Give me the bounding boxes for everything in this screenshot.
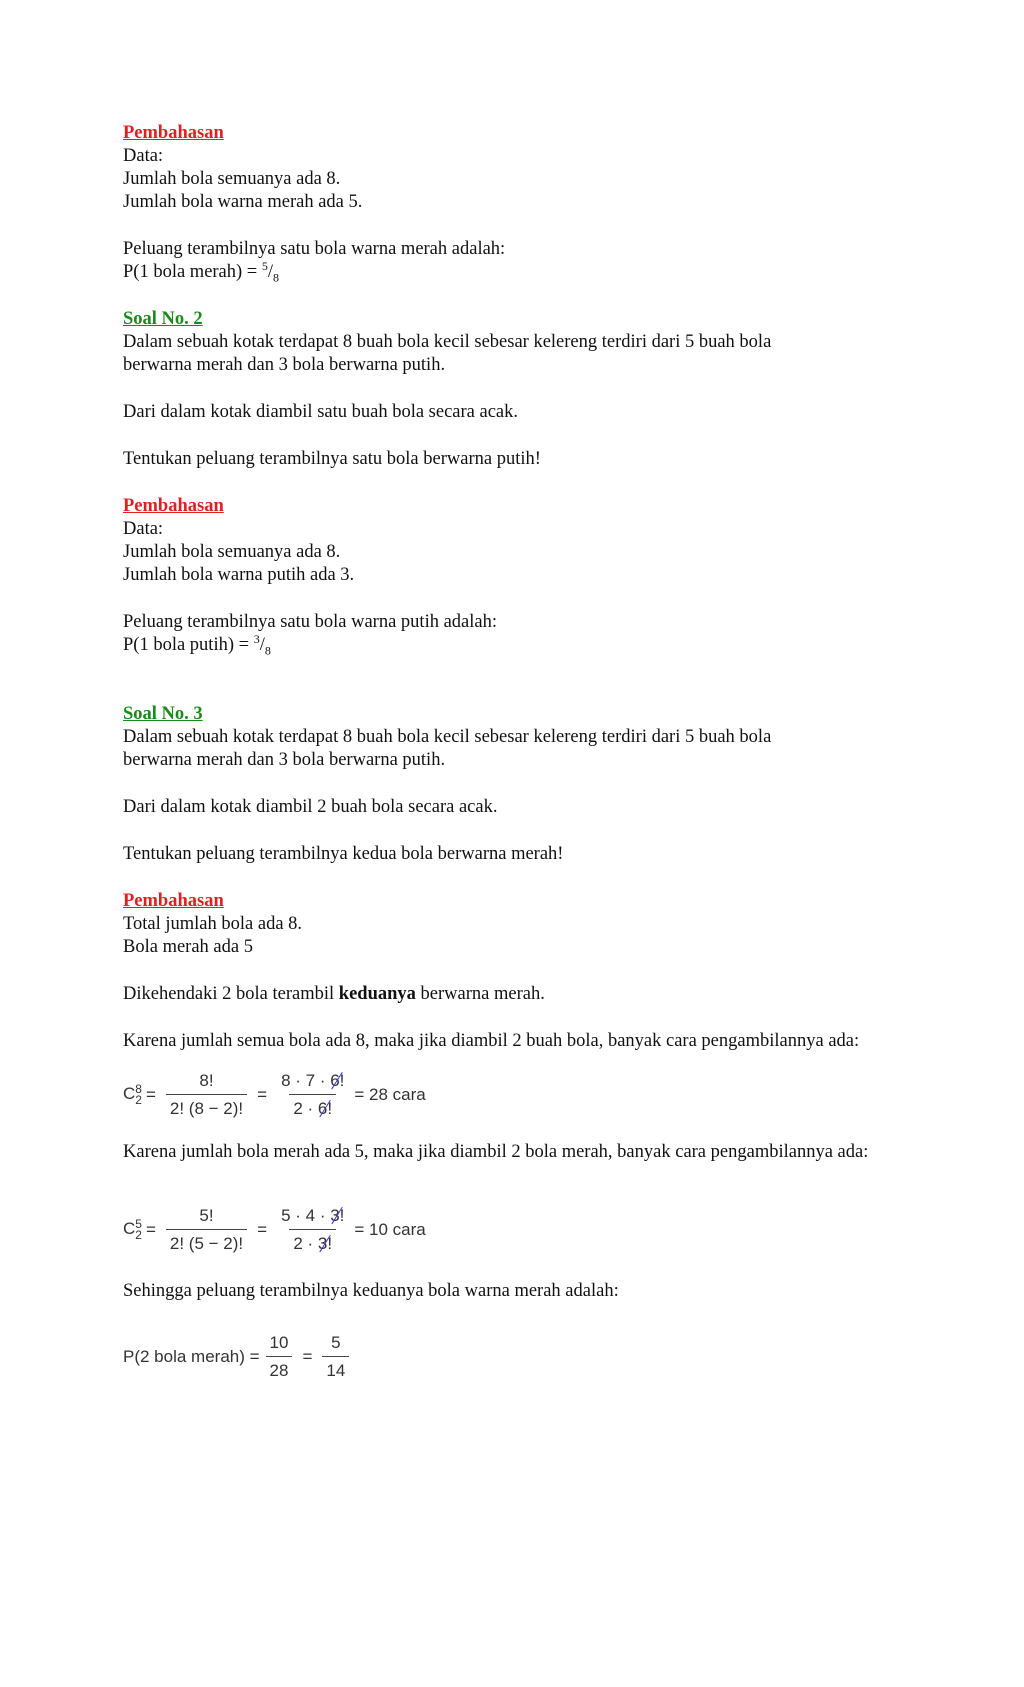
fraction-numerator: 5 [261, 258, 268, 273]
text-line: Dari dalam kotak diambil 2 buah bola secara acak. [123, 797, 498, 817]
cancelled-term: 6! [317, 1098, 333, 1118]
fraction-denominator: 2 · 3! [289, 1229, 336, 1255]
text-line: Jumlah bola semuanya ada 8. [123, 169, 341, 189]
text-line: Sehingga peluang terambilnya keduanya bola warna merah adalah: [123, 1281, 619, 1301]
section-heading-pembahasan: Pembahasan [123, 891, 224, 911]
probability-label: P(2 bola merah) = [123, 1346, 260, 1366]
fraction-denominator: 8 [264, 643, 271, 658]
combination-sup: 8 [135, 1081, 142, 1096]
text-line: Dalam sebuah kotak terdapat 8 buah bola kecil sebesar kelereng terdiri dari 5 buah bola [123, 332, 772, 352]
probability-line: P(1 bola merah) = $^5/_8$ [123, 258, 280, 285]
fraction [322, 1331, 349, 1382]
fraction [277, 1069, 348, 1120]
combination-symbol: C 5 2 [123, 1216, 142, 1242]
fraction-numerator: 5 [331, 1332, 341, 1352]
fraction [166, 1069, 247, 1120]
text-line: berwarna merah dan 3 bola berwarna putih. [123, 355, 446, 375]
text-line: berwarna merah dan 3 bola berwarna putih. [123, 750, 446, 770]
text-line: Jumlah bola warna putih ada 3. [123, 565, 355, 585]
section-heading-soal-2: Soal No. 2 [123, 309, 203, 329]
probability-label: P(1 bola putih) = [123, 635, 254, 655]
combination-symbol: C 8 2 [123, 1081, 142, 1107]
combination-sup: 5 [135, 1216, 142, 1231]
fraction-numerator: 3 [253, 631, 260, 646]
probability-formula: P(2 bola merah) = $\frac{10}{28}$ = $\frac{5}{14}$ [123, 1325, 923, 1387]
fraction-numerator: 10 [269, 1332, 289, 1352]
bold-text: keduanya [338, 984, 416, 1004]
formula-result: = 28 cara [354, 1084, 426, 1104]
text-line: Dalam sebuah kotak terdapat 8 buah bola kecil sebesar kelereng terdiri dari 5 buah bola [123, 727, 772, 747]
combination-formula-8-2: C 8 2 = $\frac{8!}{2! (8 - 2)!}$ = $\frac{8 \cdot 7 \cdot 6!}{2 \cdot 6!}$ = 28 cara [123, 1070, 426, 1118]
section-heading-pembahasan: Pembahasan [123, 123, 224, 143]
section-heading-soal-3: Soal No. 3 [123, 704, 203, 724]
text-line: Data: [123, 146, 164, 166]
cancelled-term: 3! [330, 1205, 345, 1225]
probability-label: P(1 bola merah) = [123, 262, 262, 282]
cancelled-term: 6! [330, 1070, 345, 1090]
text-line: Jumlah bola warna merah ada 5. [123, 192, 363, 212]
fraction-denominator: 2! (5 − 2)! [166, 1229, 247, 1255]
fraction-denominator: 8 [273, 270, 280, 285]
formula-result: = 10 cara [354, 1219, 426, 1239]
text-line: Jumlah bola semuanya ada 8. [123, 542, 341, 562]
text-fragment: Dikehendaki 2 bola terambil [123, 984, 339, 1004]
text-line [123, 983, 923, 1006]
text-fragment: berwarna merah. [415, 984, 545, 1004]
fraction-denominator: 2! (8 − 2)! [166, 1094, 247, 1120]
text-line: Tentukan peluang terambilnya satu bola berwarna putih! [123, 449, 541, 469]
text-line: Dari dalam kotak diambil satu buah bola secara acak. [123, 402, 519, 422]
text-line: Bola merah ada 5 [123, 937, 253, 957]
fraction-denominator: 2 · 6! [289, 1094, 336, 1120]
text-line: Peluang terambilnya satu bola warna putih adalah: [123, 612, 497, 632]
text-line: Peluang terambilnya satu bola warna merah adalah: [123, 239, 506, 259]
fraction-numerator: 8! [199, 1070, 214, 1090]
section-heading-pembahasan: Pembahasan [123, 496, 224, 516]
fraction-numerator: 5! [199, 1205, 214, 1225]
text-line: Data: [123, 519, 164, 539]
combination-formula-5-2: C 5 2 = $\frac{5!}{2! (5 - 2)!}$ = $\frac{5 \cdot 4 \cdot 3!}{2 \cdot 3!}$ = 10 cara [123, 1205, 426, 1253]
fraction-denominator: 28 [266, 1356, 293, 1382]
probability-line: P(1 bola putih) = $^3/_8$ [123, 631, 271, 658]
text-line: Total jumlah bola ada 8. [123, 914, 303, 934]
text-line: Tentukan peluang terambilnya kedua bola berwarna merah! [123, 844, 564, 864]
fraction-denominator: 14 [322, 1356, 349, 1382]
text-paragraph: Karena jumlah semua bola ada 8, maka jika diambil 2 buah bola, banyak cara pengambilannya ada: [123, 1031, 860, 1051]
combination-sub: 2 [135, 1227, 142, 1242]
fraction-numerator: 5 · 4 · 3! [281, 1205, 345, 1225]
fraction [277, 1204, 348, 1255]
combination-sub: 2 [135, 1092, 142, 1107]
fraction-numerator: 8 · 7 · 6! [281, 1070, 345, 1090]
cancelled-term: 3! [317, 1233, 333, 1253]
fraction [266, 1331, 293, 1382]
text-paragraph: Karena jumlah bola merah ada 5, maka jika diambil 2 bola merah, banyak cara pengambilannya ada: [123, 1142, 869, 1162]
fraction [166, 1204, 247, 1255]
document-page [123, 122, 923, 1387]
